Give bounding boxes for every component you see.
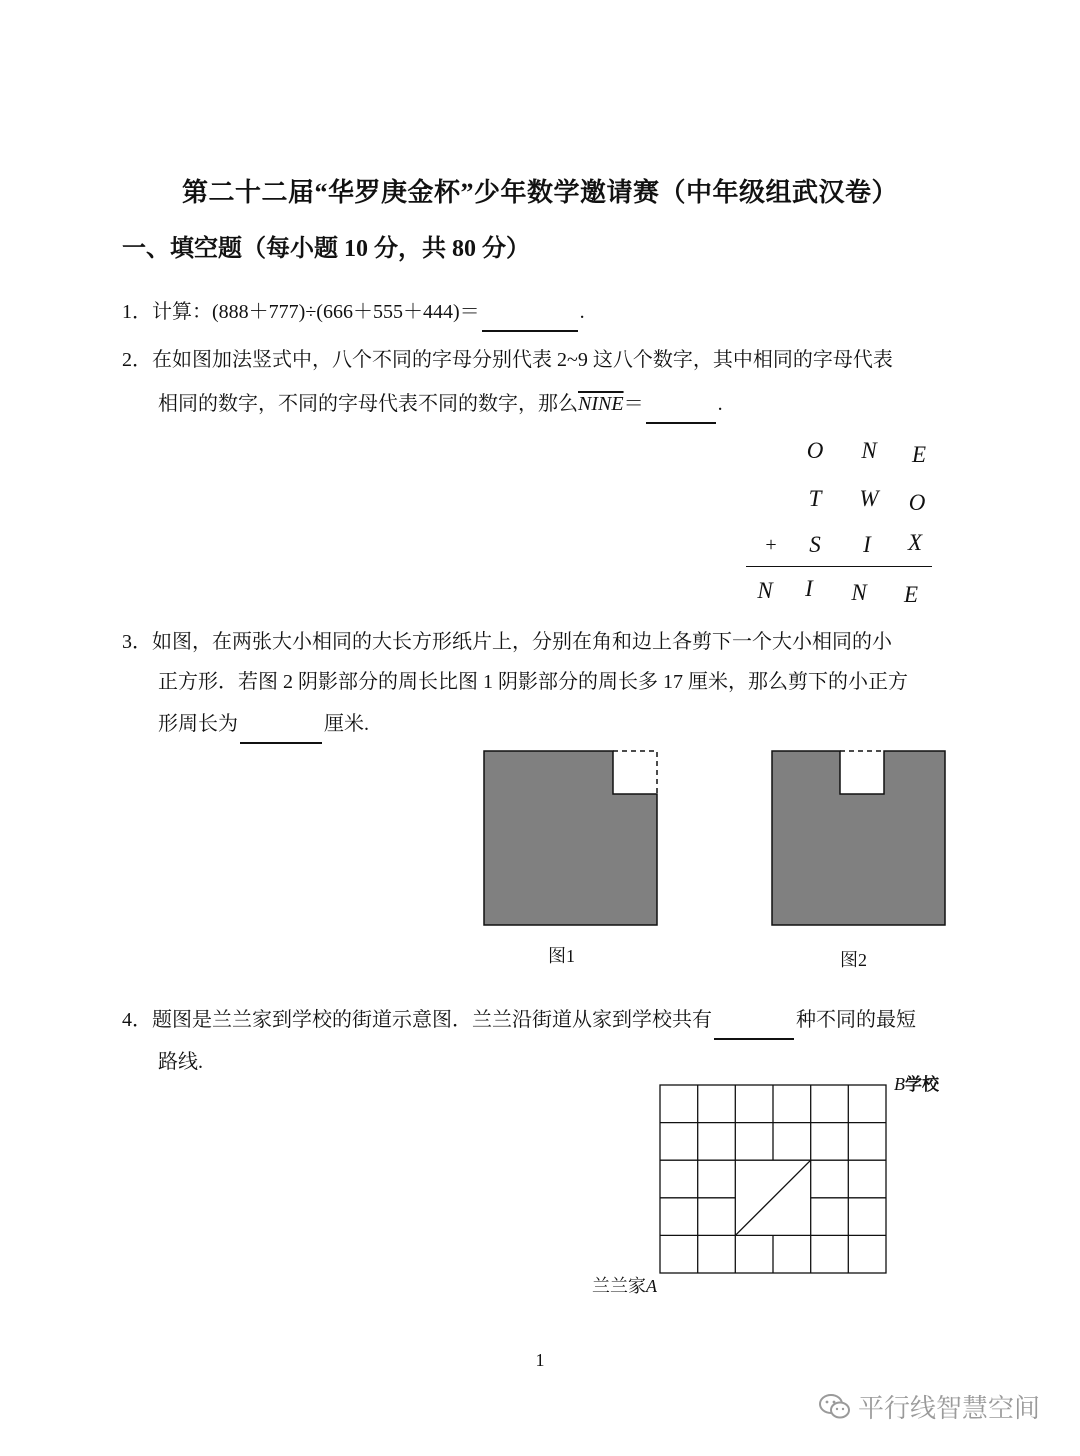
page-number: 1 — [535, 1350, 545, 1370]
figure-1-cut-corner-outline — [613, 751, 657, 794]
q2-line1: 在如图加法竖式中，八个不同的字母分别代表 2~9 这八个数字，其中相同的字母代表 — [152, 349, 893, 371]
q3-number: 3． — [122, 631, 152, 653]
q1-number: 1． — [122, 301, 152, 323]
q3-line1: 如图，在两张大小相同的大长方形纸片上，分别在角和边上各剪下一个大小相同的小 — [152, 631, 892, 653]
q3-answer-blank[interactable] — [240, 716, 322, 744]
figure-1-caption: 图1 — [548, 946, 575, 966]
q2-answer-blank[interactable] — [646, 396, 716, 424]
q4-line1a: 题图是兰兰家到学校的街道示意图．兰兰沿街道从家到学校共有 — [152, 1009, 712, 1031]
q2-nine-word: NINE — [578, 393, 624, 415]
q3-line3b: 厘米. — [324, 713, 369, 735]
puzzle-plus-sign: + — [765, 534, 777, 556]
q1-expression: (888＋777)÷(666＋555＋444)＝ — [212, 301, 480, 323]
figure-2-shaded-region — [772, 751, 945, 925]
puzzle-letter: T — [808, 486, 822, 511]
q3-line3a: 形周长为 — [158, 713, 238, 735]
question-3-line2: 正方形．若图 2 阴影部分的周长比图 1 阴影部分的周长多 17 厘米，那么剪下的小正方 — [158, 671, 908, 693]
question-1 — [122, 292, 585, 332]
puzzle-letter: I — [863, 532, 871, 557]
q1-answer-blank[interactable] — [482, 304, 578, 332]
home-label — [592, 1272, 657, 1298]
puzzle-letter: N — [851, 580, 867, 605]
puzzle-letter: E — [911, 442, 927, 467]
puzzle-letter: N — [861, 438, 877, 463]
puzzle-letter: O — [908, 490, 926, 515]
question-4-line1 — [122, 1000, 916, 1040]
puzzle-letter: O — [806, 438, 824, 463]
wechat-icon — [818, 1392, 852, 1422]
school-label — [894, 1070, 939, 1095]
question-2-line1 — [122, 340, 893, 380]
addition-puzzle — [740, 436, 940, 612]
puzzle-letter: X — [907, 530, 923, 555]
street-grid-diagram — [656, 1082, 892, 1278]
q2-end: . — [717, 393, 723, 415]
figure-2-caption: 图2 — [840, 950, 867, 970]
puzzle-letter: N — [757, 578, 773, 603]
figure-1 — [480, 748, 662, 930]
home-text: 兰兰家 — [592, 1276, 646, 1296]
q2-line2: 相同的数字，不同的字母代表不同的数字，那么 — [158, 393, 578, 415]
question-3-line1 — [122, 622, 892, 662]
figure-2 — [768, 748, 950, 930]
puzzle-letter: S — [809, 532, 821, 557]
q4-line1b: 种不同的最短 — [796, 1009, 916, 1031]
exam-title: 第二十二届“华罗庚金杯”少年数学邀请赛（中年级组武汉卷） — [181, 178, 898, 207]
question-4-line2: 路线. — [158, 1051, 203, 1073]
watermark — [818, 1388, 1040, 1425]
school-letter: B — [894, 1074, 905, 1094]
puzzle-letter: W — [859, 486, 879, 511]
puzzle-letter: I — [805, 576, 813, 601]
section-heading: 一、填空题（每小题 10 分，共 80 分） — [122, 236, 530, 262]
figure-1-shaded-region — [484, 751, 657, 925]
q2-equals: ＝ — [623, 393, 644, 415]
q4-answer-blank[interactable] — [714, 1012, 794, 1040]
q2-number: 2． — [122, 349, 152, 371]
watermark-text: 平行线智慧空间 — [858, 1393, 1041, 1423]
school-text: 学校 — [905, 1075, 939, 1095]
puzzle-letter: E — [903, 582, 919, 607]
q1-end: . — [579, 301, 585, 323]
puzzle-sum-line — [746, 566, 932, 567]
diagonal-street — [735, 1160, 810, 1235]
question-3-line3 — [158, 704, 369, 744]
q4-number: 4． — [122, 1009, 152, 1031]
home-letter: A — [646, 1276, 657, 1296]
question-2-line2 — [158, 384, 723, 424]
q1-text: 计算： — [152, 301, 212, 323]
